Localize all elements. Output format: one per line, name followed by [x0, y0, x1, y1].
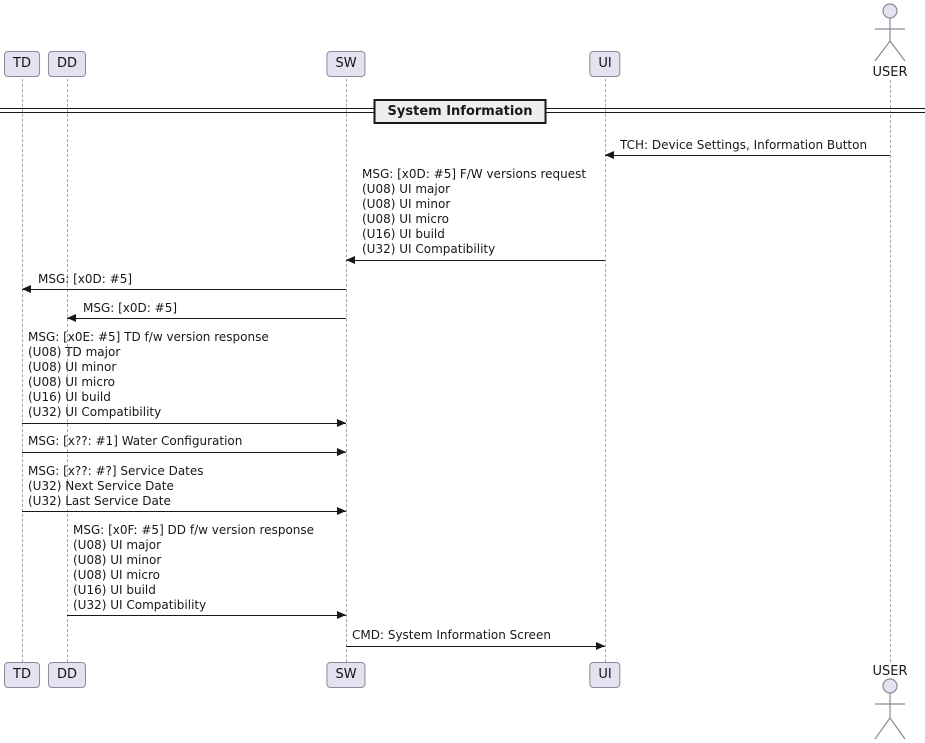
arrowhead-right-icon — [337, 419, 346, 427]
message-text — [73, 523, 314, 613]
participant-sw-bottom: SW — [326, 662, 365, 688]
lifeline-td — [22, 79, 23, 662]
message-line: (U08) UI micro — [362, 212, 449, 226]
message-line: (U08) UI minor — [362, 197, 451, 211]
message-line: (U32) UI Compatibility — [362, 242, 496, 256]
participant-ui-bottom: UI — [589, 662, 620, 688]
arrowhead-left-icon — [22, 285, 31, 293]
message-arrow-line — [346, 260, 605, 261]
message-line: MSG: [x0D: #5] — [83, 301, 178, 315]
message-text — [83, 301, 177, 316]
message-text — [38, 272, 132, 287]
message-line: (U08) UI minor — [73, 553, 162, 567]
arrowhead-right-icon — [337, 507, 346, 515]
arrowhead-left-icon — [346, 256, 355, 264]
message-arrow-line — [346, 646, 605, 647]
user-actor-icon — [868, 2, 912, 64]
message-text — [352, 628, 551, 643]
message-line: CMD: System Information Screen — [352, 628, 551, 642]
message-line: MSG: [x0E: #5] TD f/w version response — [28, 330, 269, 344]
message-line: MSG: [x0D: #5] F/W versions request — [362, 167, 587, 181]
message-line: (U08) TD major — [28, 345, 121, 359]
message-line: (U08) UI major — [362, 182, 451, 196]
message-arrow-line — [22, 423, 346, 424]
lifeline-sw — [346, 79, 347, 662]
divider-title: System Information — [374, 99, 547, 124]
arrowhead-right-icon — [337, 611, 346, 619]
participant-dd-top: DD — [48, 51, 86, 77]
message-line: MSG: [x0D: #5] — [38, 272, 133, 286]
message-line: (U16) UI build — [73, 583, 156, 597]
message-line: (U32) UI Compatibility — [73, 598, 207, 612]
participant-dd-bottom: DD — [48, 662, 86, 688]
message-line: (U16) UI build — [362, 227, 445, 241]
message-line: (U32) Next Service Date — [28, 479, 174, 493]
message-line: MSG: [x??: #1] Water Configuration — [28, 434, 243, 448]
message-line: (U08) UI major — [73, 538, 162, 552]
message-text — [28, 434, 242, 449]
arrowhead-right-icon — [337, 448, 346, 456]
participant-ui-top: UI — [589, 51, 620, 77]
message-line: (U32) UI Compatibility — [28, 405, 162, 419]
message-arrow-line — [22, 511, 346, 512]
message-arrow-line — [22, 289, 346, 290]
arrowhead-left-icon — [605, 151, 614, 159]
message-text — [362, 167, 586, 257]
message-line: (U16) UI build — [28, 390, 111, 404]
arrowhead-right-icon — [596, 642, 605, 650]
message-line: MSG: [x0F: #5] DD f/w version response — [73, 523, 315, 537]
message-arrow-line — [605, 155, 890, 156]
actor-label-user-top: USER — [872, 65, 908, 80]
message-line: (U08) UI micro — [73, 568, 160, 582]
actor-label-user-bottom: USER — [872, 664, 908, 679]
message-line: (U32) Last Service Date — [28, 494, 171, 508]
participant-td-top: TD — [4, 51, 40, 77]
participant-sw-top: SW — [326, 51, 365, 77]
lifeline-ui — [605, 79, 606, 662]
participant-td-bottom: TD — [4, 662, 40, 688]
message-line: MSG: [x??: #?] Service Dates — [28, 464, 204, 478]
message-arrow-line — [67, 318, 346, 319]
message-text — [28, 330, 269, 420]
lifeline-user — [890, 80, 891, 662]
arrowhead-left-icon — [67, 314, 76, 322]
message-arrow-line — [67, 615, 346, 616]
message-line: (U08) UI minor — [28, 360, 117, 374]
message-text — [28, 464, 204, 509]
message-arrow-line — [22, 452, 346, 453]
user-actor-icon — [868, 678, 912, 742]
message-line: TCH: Device Settings, Information Button — [620, 138, 868, 152]
message-line: (U08) UI micro — [28, 375, 115, 389]
message-text — [620, 138, 867, 153]
